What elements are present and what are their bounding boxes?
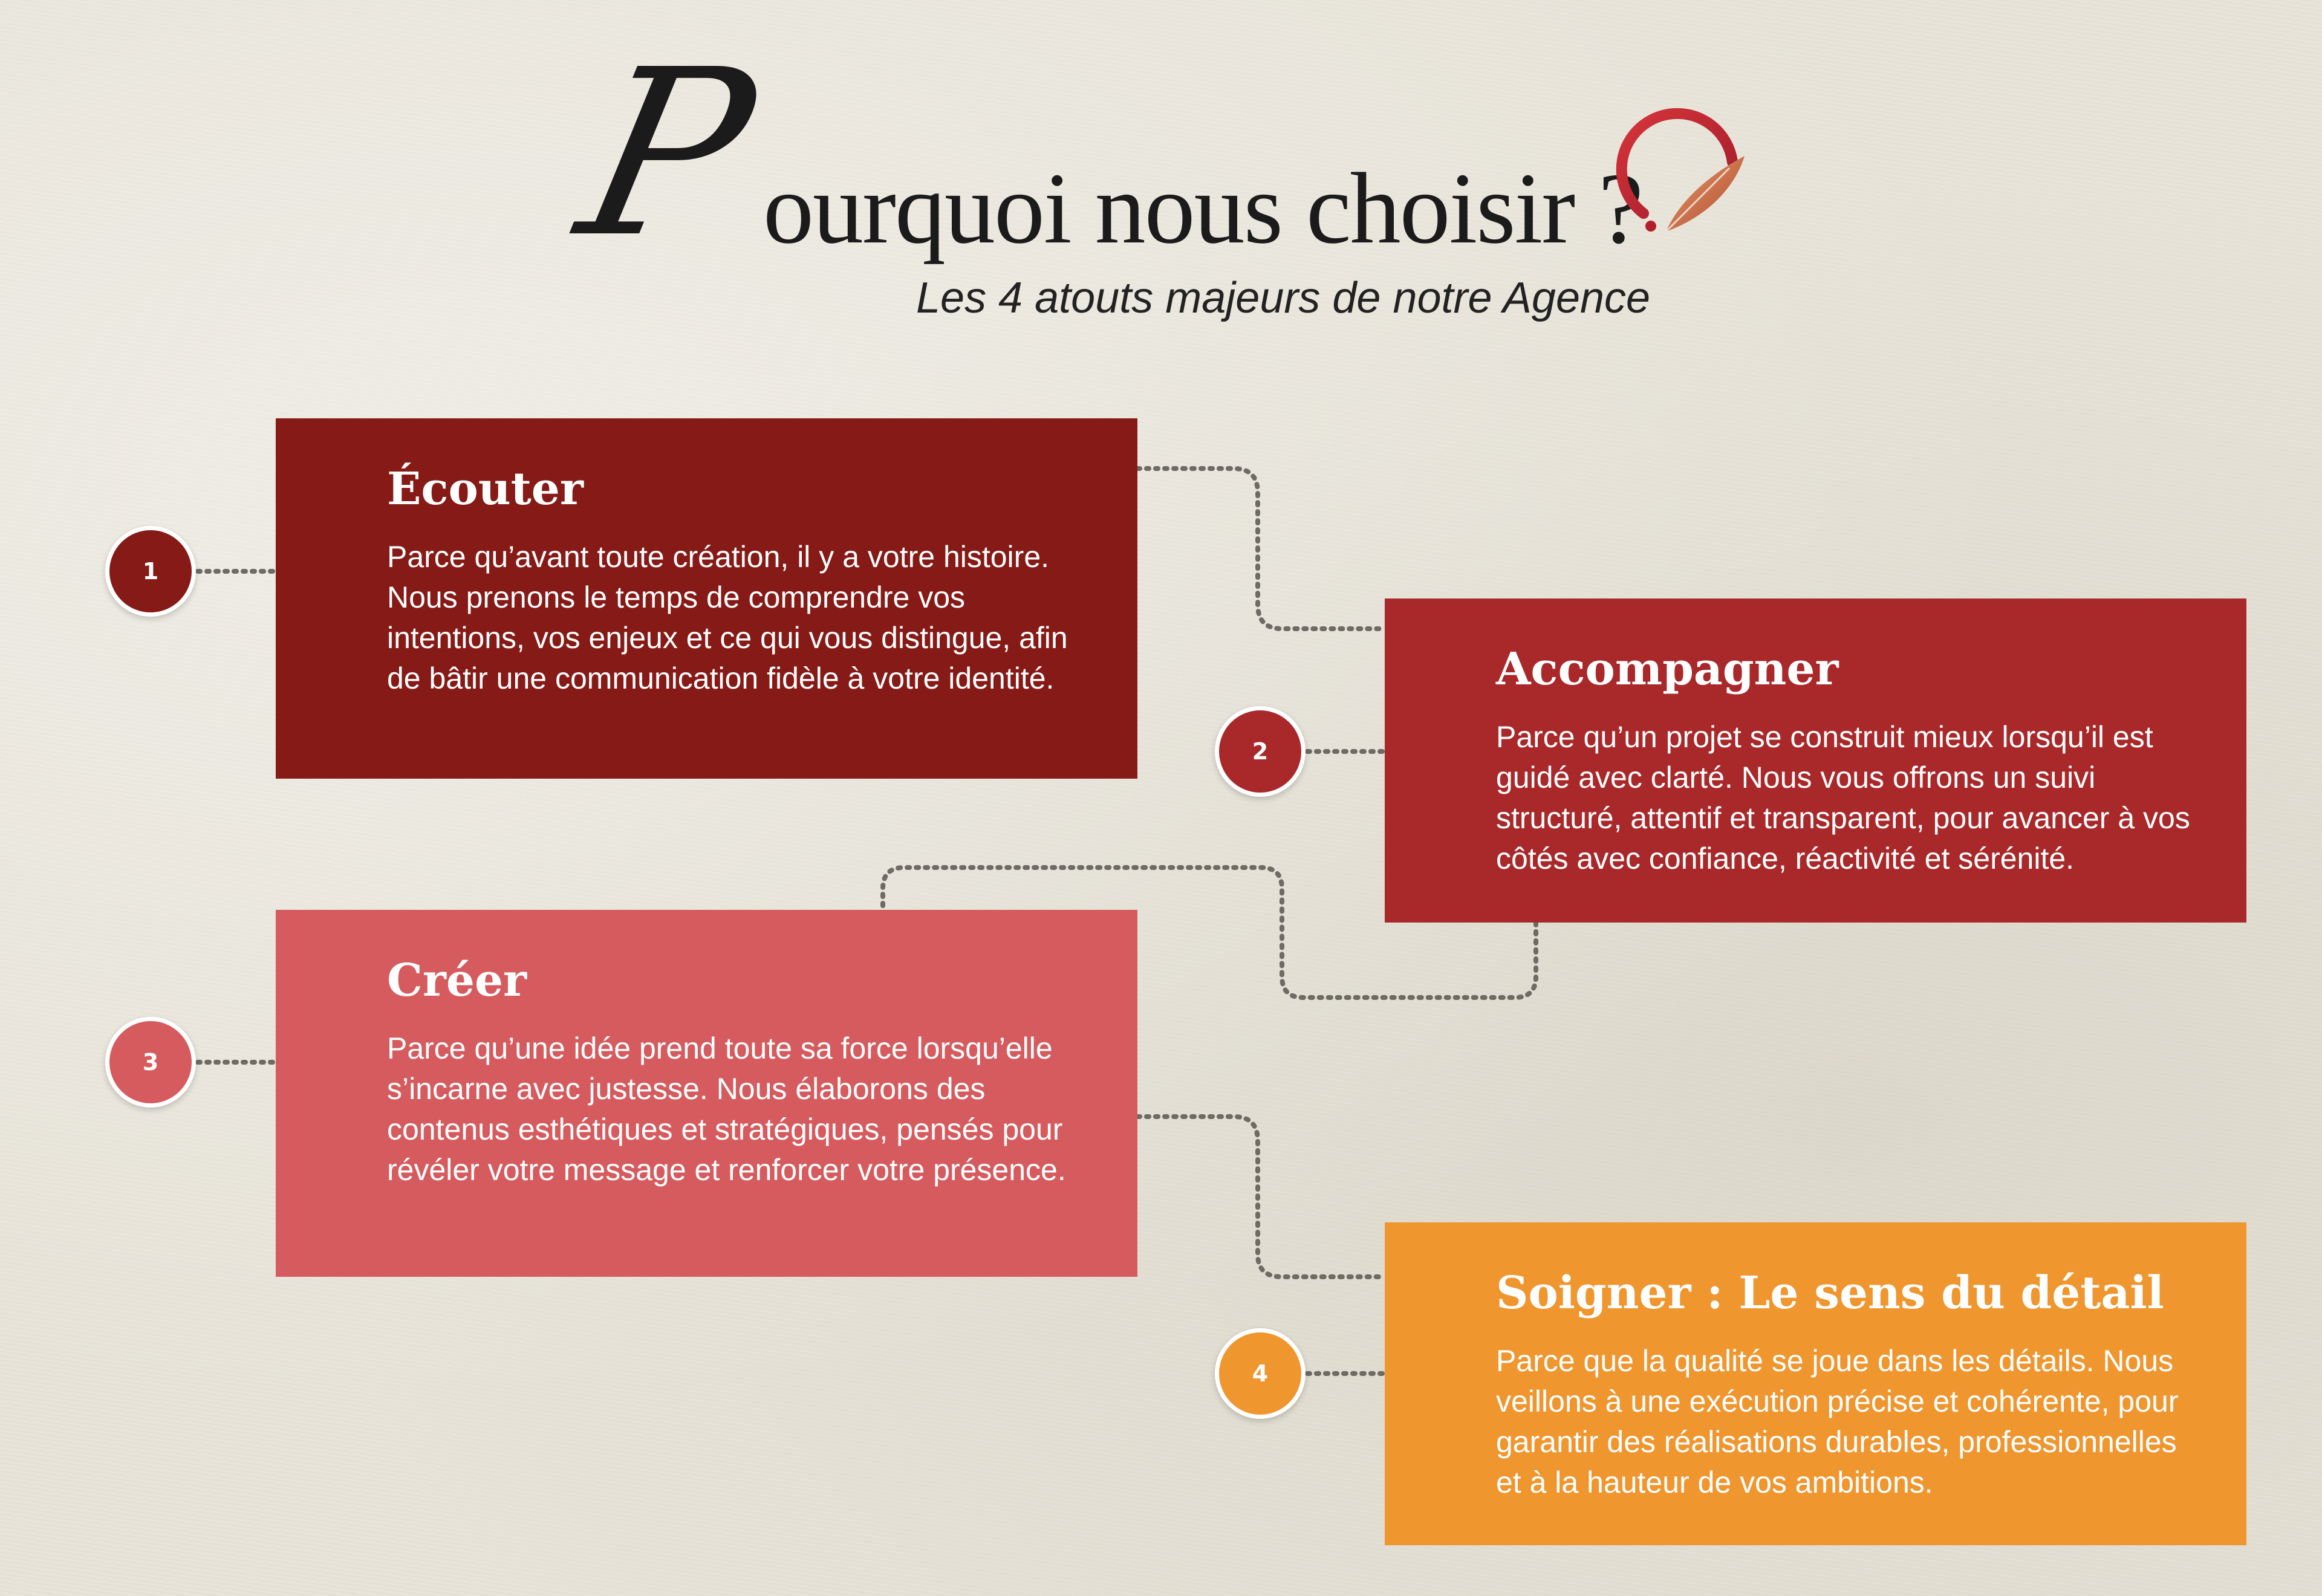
card-soigner: [1385, 1222, 2246, 1545]
number-badge-4: 4: [1215, 1328, 1306, 1419]
title-text: ourquoi nous choisir ?: [763, 152, 1642, 265]
title-initial: P: [561, 20, 773, 288]
card-text: Parce qu’avant toute création, il y a votre histoire. Nous prenons le temps de comprendre vos intentions, vos enjeux et ce qui vous distingue, afin de bâtir une communication fidèle à votre identité.: [387, 540, 1068, 695]
number-badge-2: 2: [1215, 706, 1306, 797]
card-ecouter: [276, 418, 1137, 779]
card-text: Parce que la qualité se joue dans les détails. Nous veillons à une exécution précise et cohérente, pour garantir des réalisations durables, professionnelles et à la hauteur de vos ambitions.: [1496, 1344, 2179, 1499]
card-title: Écouter: [387, 463, 584, 515]
card-title: Créer: [387, 955, 527, 1007]
card-creer: [276, 910, 1137, 1277]
number-badge-1: 1: [105, 526, 196, 617]
card-text: Parce qu’une idée prend toute sa force lorsqu’elle s’incarne avec justesse. Nous élaborons des contenus esthétiques et stratégiques, pensés pour révéler votre message et renforcer votre présence.: [387, 1031, 1066, 1187]
card-title: Soigner : Le sens du détail: [1496, 1267, 2164, 1319]
subtitle: Les 4 atouts majeurs de notre Agence: [916, 274, 1651, 322]
connector-3-4: [1137, 1117, 1385, 1277]
card-text: Parce qu’un projet se construit mieux lorsqu’il est guidé avec clarté. Nous vous offrons un suivi structuré, attentif et transparent, pour avancer à vos côtés avec confiance, réactivité et sérénité.: [1496, 720, 2190, 875]
connector-1-2: [1137, 469, 1385, 629]
card-title: Accompagner: [1496, 643, 1839, 695]
card-accompagner: [1385, 598, 2246, 923]
number-badge-3: 3: [105, 1017, 196, 1108]
